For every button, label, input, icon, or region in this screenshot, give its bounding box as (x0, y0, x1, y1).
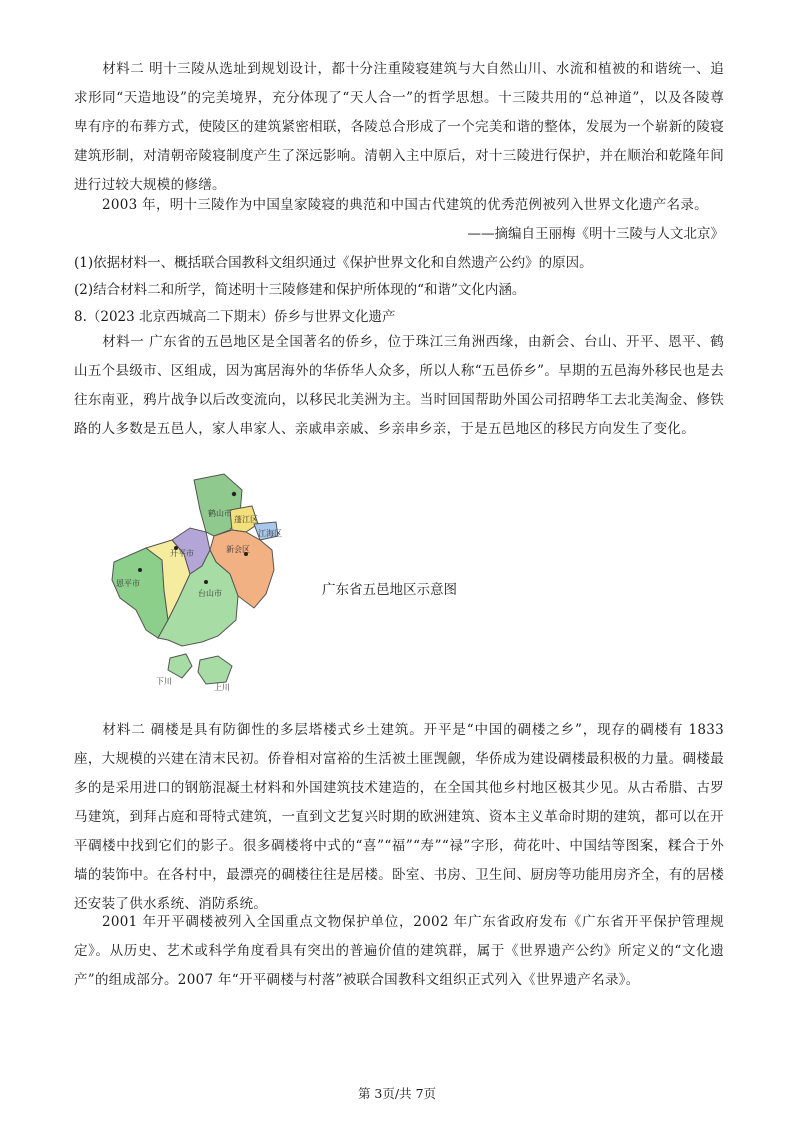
question-8-header: 8.（2023 北京西城高二下期末）侨乡与世界文化遗产 (74, 309, 396, 325)
label-taishan: 台山市 (198, 589, 222, 598)
question-2: (2)结合材料二和所学，简述明十三陵修建和保护所体现的“和谐”文化内涵。 (74, 282, 526, 298)
label-enping: 恩平市 (116, 579, 140, 588)
label-heshan: 鹤山市 (208, 509, 232, 518)
page-footer: 第 3页/共 7页 (357, 1086, 437, 1101)
heshan-seat-dot (232, 492, 236, 496)
paragraph-2001-text: 2001 年开平碉楼被列入全国重点文物保护单位，2002 年广东省政府发布《广东省开平保护管理规定》。从历史、艺术或科学角度看具有突出的普遍价值的建筑群，属于《世界遗产公约》所定义的“文化遗产”的组成部分。2007 年“开平碉楼与村落”被联合国教科文组织正式列入《世界遗产名录》。 (74, 914, 724, 988)
island-xiachuan (168, 654, 192, 678)
question-1: (1)依据材料一、概括联合国教科文组织通过《保护世界文化和自然遗产公约》的原因。 (74, 255, 593, 271)
map-caption: 广东省五邑地区示意图 (322, 582, 457, 598)
material-two-ming-tombs (74, 55, 724, 200)
enping-seat-dot (138, 568, 142, 572)
label-jianghai: 江海区 (258, 529, 282, 538)
region-enping (112, 548, 168, 638)
material-two-diaolou-text: 材料二 碉楼是具有防御性的多层塔楼式乡土建筑。开平是“中国的碉楼之乡”，现存的碉楼有 1833 座，大规模的兴建在清末民初。侨眷相对富裕的生活被土匪觊觎，华侨成为建设碉楼最积极的力量。碉楼最多的是采用进口的钢筋混凝土材料和外国建筑技术建造的，在全国其他乡村地区极其少见。从古希腊、古罗马建筑，到拜占庭和哥特式建筑，一直到文艺复兴时期的欧洲建筑、资本主义革命时期的建筑，都可以在开平碉楼中找到它们的影子。很多碉楼将中式的“喜”“福”“寿”“禄”字形，荷花叶、中国结等图案，糅合于外墙的装饰中。在各村中，最漂亮的碉楼往往是居楼。卧室、书房、卫生间、厨房等功能用房齐全，有的居楼还安装了供水系统、消防系统。 (74, 722, 724, 912)
material-one-wuyi (74, 328, 724, 444)
paragraph-2003 (74, 191, 724, 220)
paragraph-2003-text: 2003 年，明十三陵作为中国皇家陵寝的典范和中国古代建筑的优秀范例被列入世界文化遗产名录。 (102, 197, 708, 213)
label-xiachuan: 下川 (156, 677, 172, 686)
label-kaiping: 开平市 (170, 549, 194, 558)
material-two-diaolou (74, 716, 724, 919)
wuyi-map (106, 470, 306, 706)
island-shangchuan (198, 656, 232, 684)
material-two-ming-tombs-text: 材料二 明十三陵从选址到规划设计，都十分注重陵寝建筑与大自然山川、水流和植被的和谐统一、追求形同“天造地设”的完美境界，充分体现了“天人合一”的哲学思想。十三陵共用的“总神道”，以及各陵尊卑有序的布葬方式，使陵区的建筑紧密相联，各陵总合形成了一个完美和谐的整体，发展为一个崭新的陵寝建筑形制，对清朝帝陵寝制度产生了深远影响。清朝入主中原后，对十三陵进行保护，并在顺治和乾隆年间进行过较大规模的修缮。 (74, 61, 724, 193)
label-pengjiang: 蓬江区 (234, 515, 258, 524)
wuyi-map-svg (106, 470, 306, 706)
label-shangchuan: 上川 (214, 683, 230, 692)
material-one-wuyi-text: 材料一 广东省的五邑地区是全国著名的侨乡，位于珠江三角洲西缘，由新会、台山、开平、恩平、鹤山五个县级市、区组成，因为寓居海外的华侨华人众多，所以人称“五邑侨乡”。早期的五邑海外移民也是去往东南亚，鸦片战争以后改变流向，以移民北美洲为主。当时回国帮助外国公司招聘华工去北美淘金、修铁路的人多数是五邑人，家人串家人、亲戚串亲戚、乡亲串乡亲，于是五邑地区的移民方向发生了变化。 (74, 334, 724, 437)
taishan-seat-dot (204, 580, 208, 584)
source-citation: ——摘编自王丽梅《明十三陵与人文北京》 (467, 226, 724, 242)
label-xinhui: 新会区 (226, 545, 250, 554)
paragraph-2001 (74, 908, 724, 995)
